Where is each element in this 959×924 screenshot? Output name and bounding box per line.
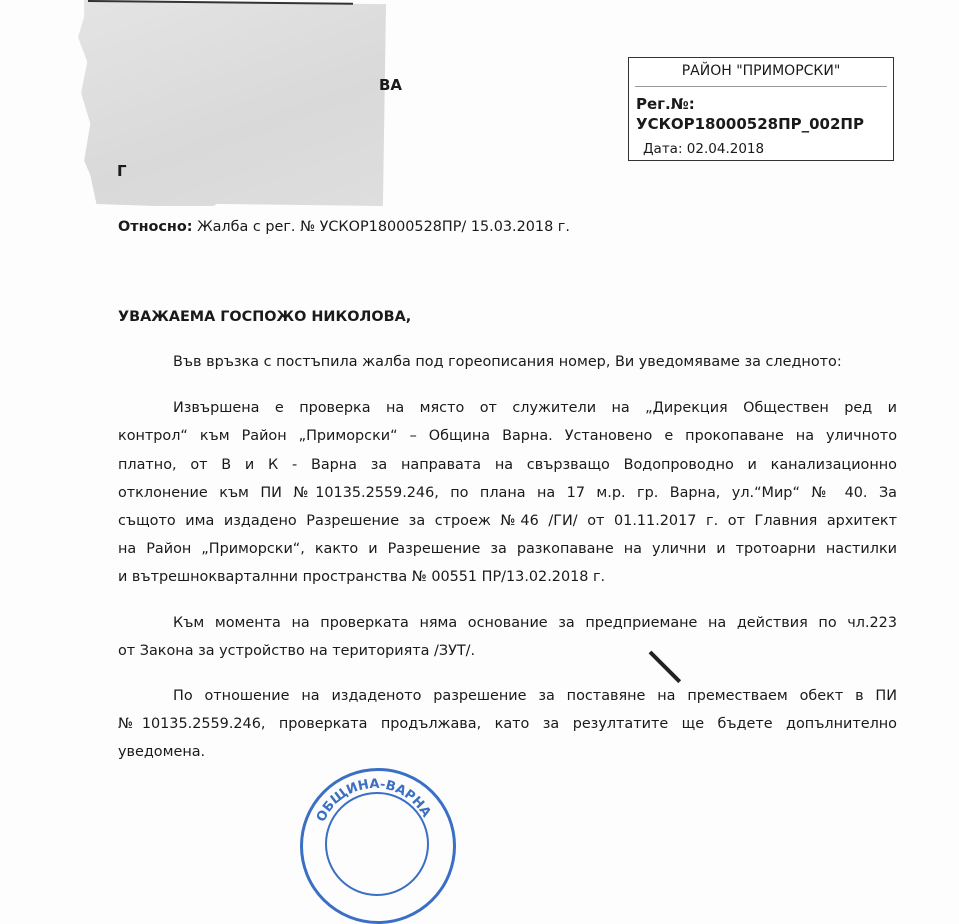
stamp-label: ОБЩИНА-ВАРНА	[313, 776, 434, 825]
text-line: Към момента на проверката няма основание за предприемане на действия по чл.223	[173, 615, 897, 631]
registration-box	[628, 57, 894, 161]
reg-number: УСКОР18000528ПР_002ПР	[636, 115, 864, 133]
text-line: и вътрешнокварталнни пространства № 00551 ПР/13.02.2018 г.	[118, 569, 606, 585]
reg-label: Рег.№:	[636, 95, 695, 113]
text-line: същото има издадено Разрешение за строеж №46 /ГИ/ от 01.11.2017 г. от Главния архитект	[118, 513, 897, 529]
text-line: контрол“ към Район „Приморски“ – Община Варна. Установено е прокопаване на уличното	[118, 428, 897, 444]
text-line: Извършена е проверка на място от служители на „Дирекция Обществен ред и	[173, 400, 897, 416]
text-line: от Закона за устройство на територията /ЗУТ/.	[118, 643, 476, 659]
text-line: уведомена.	[118, 744, 206, 760]
district-label: РАЙОН "ПРИМОРСКИ"	[681, 63, 841, 79]
greeting: УВАЖАЕМА ГОСПОЖО НИКОЛОВА,	[118, 309, 412, 325]
subject-line	[118, 219, 570, 235]
subject-label: Относно:	[118, 219, 193, 235]
stamp-text	[300, 768, 450, 828]
text-line: Във връзка с постъпила жалба под гореописания номер, Ви уведомяваме за следното:	[173, 354, 842, 370]
recipient-name-fragment: ВА	[379, 76, 403, 94]
text-line: отклонение към ПИ №10135.2559.246, по плана на 17 м.р. гр. Варна, ул.“Мир“ № 40. За	[118, 485, 897, 501]
recipient-address-fragment: Г	[117, 162, 127, 180]
reg-date: Дата: 02.04.2018	[643, 141, 765, 157]
divider	[635, 86, 887, 87]
svg-text:ОБЩИНА-ВАРНА	[314, 777, 434, 825]
subject-text: Жалба с рег. № УСКОР18000528ПР/ 15.03.2018 г.	[197, 219, 570, 235]
text-line: По отношение на издаденото разрешение за поставяне на преместваем обект в ПИ	[173, 688, 897, 704]
text-line: №10135.2559.246, проверката продължава, като за резултатите ще бъдете допълнително	[118, 716, 897, 732]
text-line: платно, от В и К - Варна за направата на свързващо Водопроводно и канализационно	[118, 457, 897, 473]
text-line: на Район „Приморски“, както и Разрешение за разкопаване на улични и тротоарни настилки	[118, 541, 897, 557]
